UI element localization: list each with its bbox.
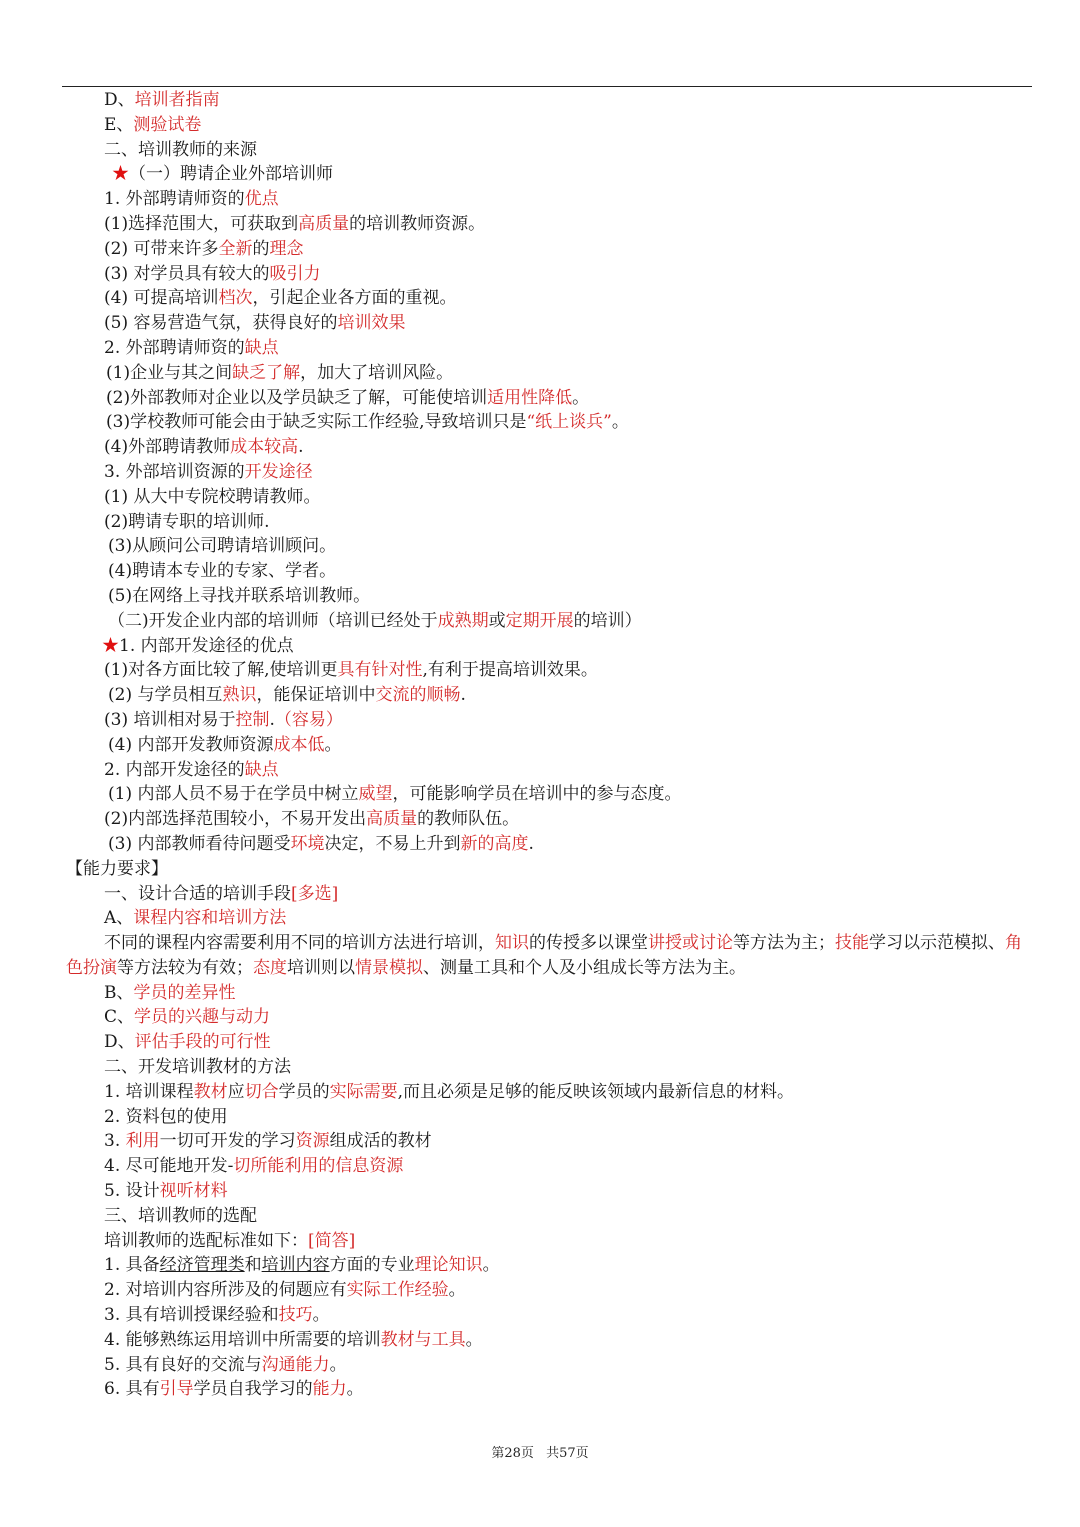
line-text: 1. 具备	[104, 1255, 160, 1276]
line-text: 的传授多以课堂	[529, 933, 648, 954]
line-text: 。	[465, 1329, 483, 1350]
line-text: (3) 内部教师看待问题受	[108, 833, 291, 854]
text-line	[66, 708, 1032, 733]
line-text: （一）聘请企业外部培训师	[129, 164, 333, 185]
highlight-text: 切所能利用的信息资源	[233, 1156, 404, 1177]
line-text: 4. 尽可能地开发-	[104, 1156, 234, 1177]
text-line	[66, 386, 1032, 411]
page-footer	[0, 1442, 1080, 1461]
text-line	[66, 559, 1032, 584]
text-line	[66, 410, 1032, 435]
highlight-text: 技能	[835, 933, 869, 954]
text-line	[66, 212, 1032, 237]
line-text: 3. 具有培训授课经验和	[104, 1305, 279, 1326]
highlight-text: 测验试卷	[133, 114, 202, 135]
line-text: (2)聘请专职的培训师.	[104, 511, 270, 532]
text-line	[66, 1353, 1032, 1378]
line-text: 培训教师的选配标准如下：	[104, 1230, 308, 1251]
page-total: 共57页	[546, 1446, 589, 1461]
line-text: .	[269, 709, 275, 730]
highlight-text: 培训者指南	[134, 90, 220, 110]
line-text: 。	[448, 1280, 466, 1301]
line-text: 。	[324, 734, 342, 755]
text-line	[66, 1005, 1032, 1030]
line-text: 不同的课程内容需要利用不同的培训方法进行培训，	[104, 933, 495, 954]
highlight-text: 定期开展	[505, 610, 574, 631]
line-text: (3) 培训相对易于	[104, 709, 236, 730]
highlight-text: 情景模拟	[355, 957, 423, 978]
highlight-text: [多选]	[291, 883, 339, 904]
text-line	[66, 1204, 1032, 1229]
highlight-text: 成熟期	[437, 610, 489, 631]
highlight-text: 成本低	[273, 734, 325, 755]
highlight-text: “纸上谈兵”	[526, 412, 612, 433]
line-text: (3)从顾问公司聘请培训顾问。	[108, 536, 337, 557]
line-text: (4)外部聘请教师	[104, 437, 231, 458]
text-line	[66, 1080, 1032, 1105]
line-text: 。	[329, 1354, 347, 1375]
highlight-text: 角色扮演	[66, 933, 1022, 978]
line-text: 经济管理类	[159, 1255, 245, 1276]
text-line	[66, 113, 1032, 138]
highlight-text: 视听材料	[159, 1181, 228, 1202]
text-line	[66, 782, 1032, 807]
text-line	[66, 88, 1032, 113]
line-text: ,有利于提高培训效果。	[422, 660, 598, 681]
highlight-text: 培训效果	[337, 313, 406, 334]
text-line	[66, 906, 1032, 931]
line-text: C、	[104, 1007, 135, 1028]
highlight-text: 缺乏了解	[232, 362, 301, 383]
line-text: (1)对各方面比较了解,使培训更	[104, 660, 338, 681]
line-text: (4) 可提高培训	[104, 288, 219, 309]
text-line	[66, 237, 1032, 262]
highlight-text: 高质量	[366, 809, 418, 830]
line-text: 组成活的教材	[329, 1131, 432, 1152]
highlight-text: 优点	[244, 189, 279, 210]
text-line	[66, 138, 1032, 163]
header-rule	[62, 86, 1032, 87]
text-line	[66, 510, 1032, 535]
highlight-text: 交流的顺畅	[375, 685, 461, 706]
line-text: .	[528, 833, 534, 854]
text-line	[66, 435, 1032, 460]
line-text: D、	[104, 1032, 135, 1053]
line-text: 学员的	[278, 1081, 330, 1102]
text-line	[66, 262, 1032, 287]
line-text: 4. 能够熟练运用培训中所需要的培训	[104, 1329, 381, 1350]
line-text: (2)外部教师对企业以及学员缺乏了解，可能使培训	[106, 387, 488, 408]
text-line	[66, 733, 1032, 758]
line-text: 一、设计合适的培训手段	[104, 883, 291, 904]
line-text: (2) 与学员相互	[108, 685, 223, 706]
text-line	[66, 1179, 1032, 1204]
highlight-text: 缺点	[244, 759, 279, 780]
line-text: 。	[482, 1255, 500, 1276]
text-line	[66, 931, 1032, 981]
line-text: (2)内部选择范围较小，不易开发出	[104, 809, 367, 830]
line-text: 的	[252, 238, 270, 259]
line-text: D、	[104, 90, 135, 110]
highlight-text: 沟通能力	[261, 1354, 330, 1375]
line-text: 2. 外部聘请师资的	[104, 337, 245, 358]
highlight-text: 学员的兴趣与动力	[134, 1007, 271, 1028]
text-line	[66, 1377, 1032, 1402]
line-text: 6. 具有	[104, 1379, 160, 1400]
highlight-text: 能力	[312, 1379, 347, 1400]
highlight-text: 利用	[125, 1131, 160, 1152]
line-text: 【能力要求】	[66, 858, 168, 879]
line-text: ，加大了培训风险。	[300, 362, 454, 383]
text-line	[66, 1030, 1032, 1055]
text-line	[66, 758, 1032, 783]
highlight-text: 档次	[218, 288, 253, 309]
text-line	[66, 1229, 1032, 1254]
line-text: 等方法为主；	[733, 933, 835, 954]
line-text: 学员自我学习的	[193, 1379, 313, 1400]
line-text: (5)在网络上寻找并联系培训教师。	[108, 585, 371, 606]
line-text: 方面的专业	[329, 1255, 415, 1276]
line-text: 应	[227, 1081, 245, 1102]
line-text: 、测量工具和个人及小组成长等方法为主。	[423, 957, 746, 978]
line-text: （二)开发企业内部的培训师（培训已经处于	[108, 610, 438, 631]
highlight-text: 引导	[159, 1379, 194, 1400]
star-icon: ★	[102, 635, 119, 656]
line-text: 5. 具有良好的交流与	[104, 1354, 262, 1375]
line-text: B、	[104, 982, 134, 1003]
text-line	[66, 857, 1032, 882]
highlight-text: 适用性降低	[487, 387, 573, 408]
page-number: 第28页	[491, 1446, 534, 1461]
text-line	[66, 460, 1032, 485]
line-text: E、	[104, 114, 134, 135]
line-text: (5) 容易营造气氛，获得良好的	[104, 313, 338, 334]
highlight-text: 实际需要	[329, 1081, 398, 1102]
line-text: (1) 从大中专院校聘请教师。	[104, 486, 321, 507]
line-text: (4)聘请本专业的专家、学者。	[108, 561, 337, 582]
line-text: ,而且必须是足够的能反映该领域内最新信息的材料。	[397, 1081, 795, 1102]
line-text: (1)企业与其之间	[106, 362, 233, 383]
line-text: 二、开发培训教材的方法	[104, 1057, 291, 1078]
text-line	[66, 1154, 1032, 1179]
text-line	[66, 286, 1032, 311]
text-line	[66, 658, 1032, 683]
line-text: 2. 对培训内容所涉及的伺题应有	[104, 1280, 347, 1301]
line-text: 一切可开发的学习	[159, 1131, 296, 1152]
highlight-text: 威望	[358, 784, 393, 805]
text-line	[66, 534, 1032, 559]
line-text: (4) 内部开发教师资源	[108, 734, 274, 755]
line-text: 。	[346, 1379, 364, 1400]
line-text: 。	[312, 1305, 330, 1326]
highlight-text: 讲授或讨论	[648, 933, 733, 954]
highlight-text: 学员的差异性	[133, 982, 236, 1003]
highlight-text: 资源	[295, 1131, 330, 1152]
highlight-text: 知识	[495, 933, 529, 954]
text-line	[66, 832, 1032, 857]
line-text: (3)学校教师可能会由于缺乏实际工作经验,导致培训只是	[106, 412, 527, 433]
text-line	[66, 882, 1032, 907]
text-line	[66, 634, 1032, 659]
line-text: A、	[104, 908, 134, 929]
text-line	[66, 981, 1032, 1006]
line-text: 决定，不易上升到	[324, 833, 461, 854]
line-text: (3) 对学员具有较大的	[104, 263, 270, 284]
highlight-text: 开发途径	[244, 461, 313, 482]
line-text: 1. 培训课程	[104, 1081, 194, 1102]
line-text: 培训则以	[287, 957, 355, 978]
highlight-text: 熟识	[222, 685, 257, 706]
highlight-text: （容易）	[274, 709, 343, 730]
text-line	[66, 187, 1032, 212]
line-text: 二、培训教师的来源	[104, 139, 257, 160]
text-line	[66, 609, 1032, 634]
line-text: 2. 内部开发途径的	[104, 759, 245, 780]
highlight-text: 评估手段的可行性	[134, 1032, 271, 1053]
text-line	[66, 311, 1032, 336]
line-text: ，能保证培训中	[256, 685, 376, 706]
line-text: 1. 内部开发途径的优点	[119, 635, 294, 656]
text-line	[66, 162, 1032, 187]
highlight-text: 实际工作经验	[346, 1280, 449, 1301]
line-text: (2) 可带来许多	[104, 238, 219, 259]
highlight-text: 态度	[253, 957, 287, 978]
line-text: (1) 内部人员不易于在学员中树立	[108, 784, 359, 805]
highlight-text: 理论知识	[414, 1255, 483, 1276]
highlight-text: 技巧	[278, 1305, 313, 1326]
text-line	[66, 485, 1032, 510]
highlight-text: 高质量	[298, 213, 350, 234]
line-text: 1. 外部聘请师资的	[104, 189, 245, 210]
text-line	[66, 1129, 1032, 1154]
line-text: 。	[572, 387, 590, 408]
line-text: 5. 设计	[104, 1181, 160, 1202]
text-line	[66, 1328, 1032, 1353]
highlight-text: 环境	[290, 833, 325, 854]
text-line	[66, 1055, 1032, 1080]
highlight-text: [简答]	[308, 1230, 356, 1251]
line-text: 3. 外部培训资源的	[104, 461, 245, 482]
highlight-text: 缺点	[244, 337, 279, 358]
highlight-text: 控制	[235, 709, 270, 730]
line-text: 的培训教师资源。	[349, 213, 486, 234]
text-line	[66, 361, 1032, 386]
line-text: .	[298, 437, 304, 458]
text-line	[66, 336, 1032, 361]
text-line	[66, 1253, 1032, 1278]
highlight-text: 教材与工具	[380, 1329, 466, 1350]
line-text: 三、培训教师的选配	[104, 1205, 257, 1226]
line-text: 。	[611, 412, 629, 433]
highlight-text: 成本较高	[230, 437, 299, 458]
highlight-text: 新的高度	[460, 833, 529, 854]
line-text: 培训内容	[261, 1255, 330, 1276]
line-text: 3.	[104, 1131, 126, 1152]
highlight-text: 课程内容和培训方法	[133, 908, 287, 929]
text-line	[66, 1303, 1032, 1328]
star-icon: ★	[112, 164, 129, 185]
line-text: 的教师队伍。	[417, 809, 520, 830]
text-line	[66, 1278, 1032, 1303]
highlight-text: 具有针对性	[337, 660, 423, 681]
line-text: 和	[244, 1255, 262, 1276]
highlight-text: 切合	[244, 1081, 279, 1102]
line-text: 2. 资料包的使用	[104, 1106, 228, 1127]
text-line	[66, 683, 1032, 708]
highlight-text: 理念	[269, 238, 304, 259]
line-text: 等方法较为有效；	[117, 957, 253, 978]
text-line	[66, 807, 1032, 832]
line-text: 学习以示范模拟、	[869, 933, 1005, 954]
highlight-text: 教材	[193, 1081, 228, 1102]
highlight-text: 吸引力	[269, 263, 321, 284]
line-text: ，引起企业各方面的重视。	[252, 288, 457, 309]
highlight-text: 全新	[218, 238, 253, 259]
line-text: 或	[488, 610, 506, 631]
page-body	[66, 88, 1032, 1402]
text-line	[66, 584, 1032, 609]
line-text: (1)选择范围大，可获取到	[104, 213, 299, 234]
line-text: ，可能影响学员在培训中的参与态度。	[392, 784, 682, 805]
line-text: .	[460, 685, 466, 706]
line-text: 的培训）	[573, 610, 642, 631]
text-line	[66, 1105, 1032, 1130]
